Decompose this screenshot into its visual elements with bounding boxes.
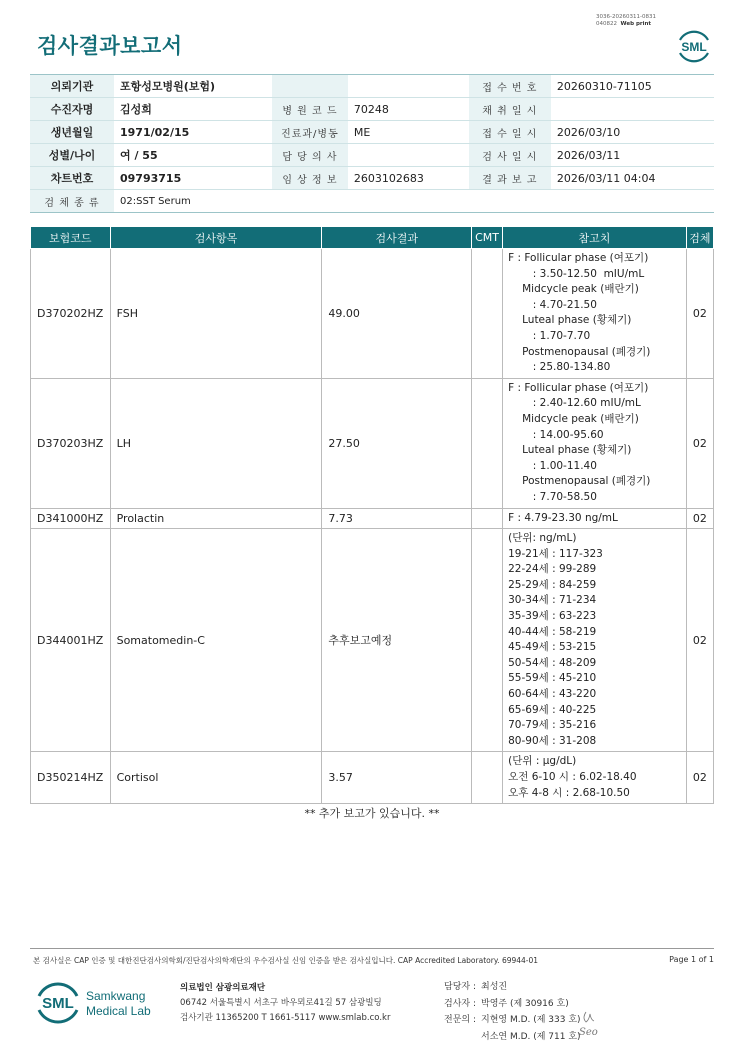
patient-info-row [30,98,714,121]
reference-line: Postmenopausal (폐경기) [522,345,651,358]
info-label: 진료과/병동 [272,121,348,144]
result-specimen: 02 [686,752,713,804]
result-item: Cortisol [110,752,322,804]
samkwang-logo-icon [36,980,154,1024]
sml-logo-icon [674,26,714,66]
reference-line: 19-21세 : 117-323 [508,547,603,560]
info-label: 접 수 번 호 [469,75,551,98]
signature-icon [578,1008,612,1040]
reference-line: 오전 6-10 시 : 6.02-18.40 [508,771,637,783]
staff-list [426,979,581,1045]
info-value: 2026/03/11 [551,144,714,167]
result-code: D350214HZ [31,752,111,804]
result-cmt [472,752,503,804]
info-label: 채 취 일 시 [469,98,551,121]
reference-line: : 1.00-11.40 [526,459,597,472]
print-id-line1: 3036-20260311-0831 [596,14,656,20]
col-header-reference: 참고치 [503,227,687,249]
reference-line: : 14.00-95.60 [526,428,604,441]
results-header-row [31,227,714,249]
reference-line: F : Follicular phase (여포기) [508,252,649,264]
result-value: 3.57 [322,752,472,804]
result-reference [503,378,687,508]
staff-name: 박영주 (제 30916 호) [481,998,569,1009]
col-header-cmt: CMT [472,227,503,249]
footer-divider [30,948,714,949]
info-label: 접 수 일 시 [469,121,551,144]
result-reference [503,508,687,529]
result-cmt [472,378,503,508]
col-header-item: 검사항목 [110,227,322,249]
info-value: ME [348,121,469,144]
result-reference [503,249,687,379]
result-code: D344001HZ [31,529,111,752]
info-label: 차트번호 [30,167,114,190]
reference-line: 30-34세 : 71-234 [508,594,597,607]
result-row [31,508,714,529]
info-value [348,144,469,167]
reference-line: (단위 : μg/dL) [508,755,577,768]
reference-line: 40-44세 : 58-219 [508,625,597,638]
result-cmt [472,249,503,379]
result-row [31,249,714,379]
result-cmt [472,508,503,529]
patient-info-row [30,121,714,144]
corp-info [180,981,390,1026]
reference-line: 60-64세 : 43-220 [508,688,597,701]
staff-role: 담당자 : [444,982,476,992]
info-label: 의뢰기관 [30,75,114,98]
info-value: 70248 [348,98,469,121]
reference-line: 65-69세 : 40-225 [508,703,597,716]
result-specimen: 02 [686,249,713,379]
result-code: D370202HZ [31,249,111,379]
print-id-line2-prefix: 040822 [596,21,617,27]
info-value: 김성희 [114,98,272,121]
col-header-code: 보험코드 [31,227,111,249]
info-label: 검 사 일 시 [469,144,551,167]
result-item: LH [110,378,322,508]
more-reports-note: ** 추가 보고가 있습니다. ** [304,807,440,820]
reference-line: Postmenopausal (폐경기) [522,475,651,488]
result-specimen: 02 [686,508,713,529]
result-code: D370203HZ [31,378,111,508]
reference-line: : 1.70-7.70 [526,329,591,342]
result-value: 27.50 [322,378,472,508]
patient-info-row [30,75,714,98]
info-label: 담 당 의 사 [272,144,348,167]
info-value: 2026/03/11 04:04 [551,167,714,190]
result-row [31,752,714,804]
result-cmt [472,529,503,752]
result-item: Prolactin [110,508,322,529]
signature-initials: Seo [579,1027,598,1038]
footer-logo-mark: SML [42,995,74,1012]
col-header-result: 검사결과 [322,227,472,249]
info-value: 포항성모병원(보험) [114,75,272,98]
col-header-specimen: 검체 [686,227,713,249]
result-row [31,529,714,752]
sml-logo-text: SML [681,40,707,54]
report-title: 검사결과보고서 [37,34,183,58]
result-value: 7.73 [322,508,472,529]
reference-line: 35-39세 : 63-223 [508,610,597,623]
info-label: 수진자명 [30,98,114,121]
info-label: 성별/나이 [30,144,114,167]
info-value [551,98,714,121]
print-id [596,14,666,28]
reference-line: 45-49세 : 53-215 [508,641,597,654]
web-print-label: Web print [620,21,652,27]
reference-line: Midcycle peak (배란기) [522,283,639,296]
info-label: 임 상 정 보 [272,167,348,190]
reference-line: 55-59세 : 45-210 [508,672,597,685]
corp-address: 06742 서울특별시 서초구 바우뫼로41길 57 삼광빌딩 [180,998,382,1008]
result-item: FSH [110,249,322,379]
info-value: 2026/03/10 [551,121,714,144]
result-code: D341000HZ [31,508,111,529]
reference-line: 50-54세 : 48-209 [508,656,597,669]
info-label: 생년월일 [30,121,114,144]
corp-contact: 검사기관 11365200 T 1661-5117 www.smlab.co.kr [180,1013,391,1023]
specimen-value: 02:SST Serum [114,190,714,213]
reference-line: : 7.70-58.50 [526,490,597,503]
result-specimen: 02 [686,378,713,508]
reference-line: F : Follicular phase (여포기) [508,381,649,394]
staff-line [426,1012,581,1029]
reference-line: Luteal phase (황체기) [522,444,632,457]
reference-line: (단위: ng/mL) [508,532,577,545]
staff-role: 전문의 : [444,1015,476,1025]
corp-name: 의료법인 삼광의료재단 [180,983,266,993]
patient-info-row [30,144,714,167]
info-value: 20260310-71105 [551,75,714,98]
result-reference [503,529,687,752]
reference-line: 70-79세 : 35-216 [508,719,597,732]
specimen-row [30,190,714,213]
reference-line: : 2.40-12.60 mIU/mL [526,397,641,410]
staff-line [426,1029,581,1046]
info-label [272,75,348,98]
staff-role: 검사자 : [444,998,476,1009]
result-specimen: 02 [686,529,713,752]
reference-line: F : 4.79-23.30 ng/mL [508,511,618,524]
specimen-label: 검 체 종 류 [30,190,114,213]
reference-line: 오후 4-8 시 : 2.68-10.50 [508,786,630,799]
reference-line: : 4.70-21.50 [526,298,597,311]
info-value: 2603102683 [348,167,469,190]
staff-line [426,996,581,1013]
staff-name: 서소연 M.D. (제 711 호) [481,1031,581,1042]
result-value: 추후보고예정 [322,529,472,752]
reference-line: Midcycle peak (배란기) [522,412,639,425]
info-label: 결 과 보 고 [469,167,551,190]
reference-line: 25-29세 : 84-259 [508,578,597,591]
result-item: Somatomedin-C [110,529,322,752]
reference-line: : 25.80-134.80 [526,361,611,374]
page-number: Page 1 of 1 [669,955,714,964]
cap-accreditation-note: 본 검사실은 CAP 인증 및 대한진단검사의학회/진단검사의학재단의 우수검사실 신임 인증을 받은 검사실입니다. CAP Accredited Laboratory. 69944-01 [33,956,539,965]
info-value: 여 / 55 [114,144,272,167]
result-value: 49.00 [322,249,472,379]
patient-info-row [30,167,714,190]
info-label: 병 원 코 드 [272,98,348,121]
staff-name: 최성진 [481,982,508,992]
footer-logo-name-2: Medical Lab [86,1004,151,1018]
reference-line: 80-90세 : 31-208 [508,734,597,747]
footer-logo-name-1: Samkwang [86,989,146,1003]
info-value [348,75,469,98]
results-table [30,226,714,804]
result-row [31,378,714,508]
reference-line: : 3.50-12.50 mIU/mL [526,267,645,280]
info-value: 1971/02/15 [114,121,272,144]
staff-name: 지현영 M.D. (제 333 호) [481,1015,581,1025]
reference-line: 22-24세 : 99-289 [508,563,597,576]
patient-info-table [30,74,714,213]
reference-line: Luteal phase (황체기) [522,314,632,327]
result-reference [503,752,687,804]
info-value: 09793715 [114,167,272,190]
staff-line [426,979,581,996]
